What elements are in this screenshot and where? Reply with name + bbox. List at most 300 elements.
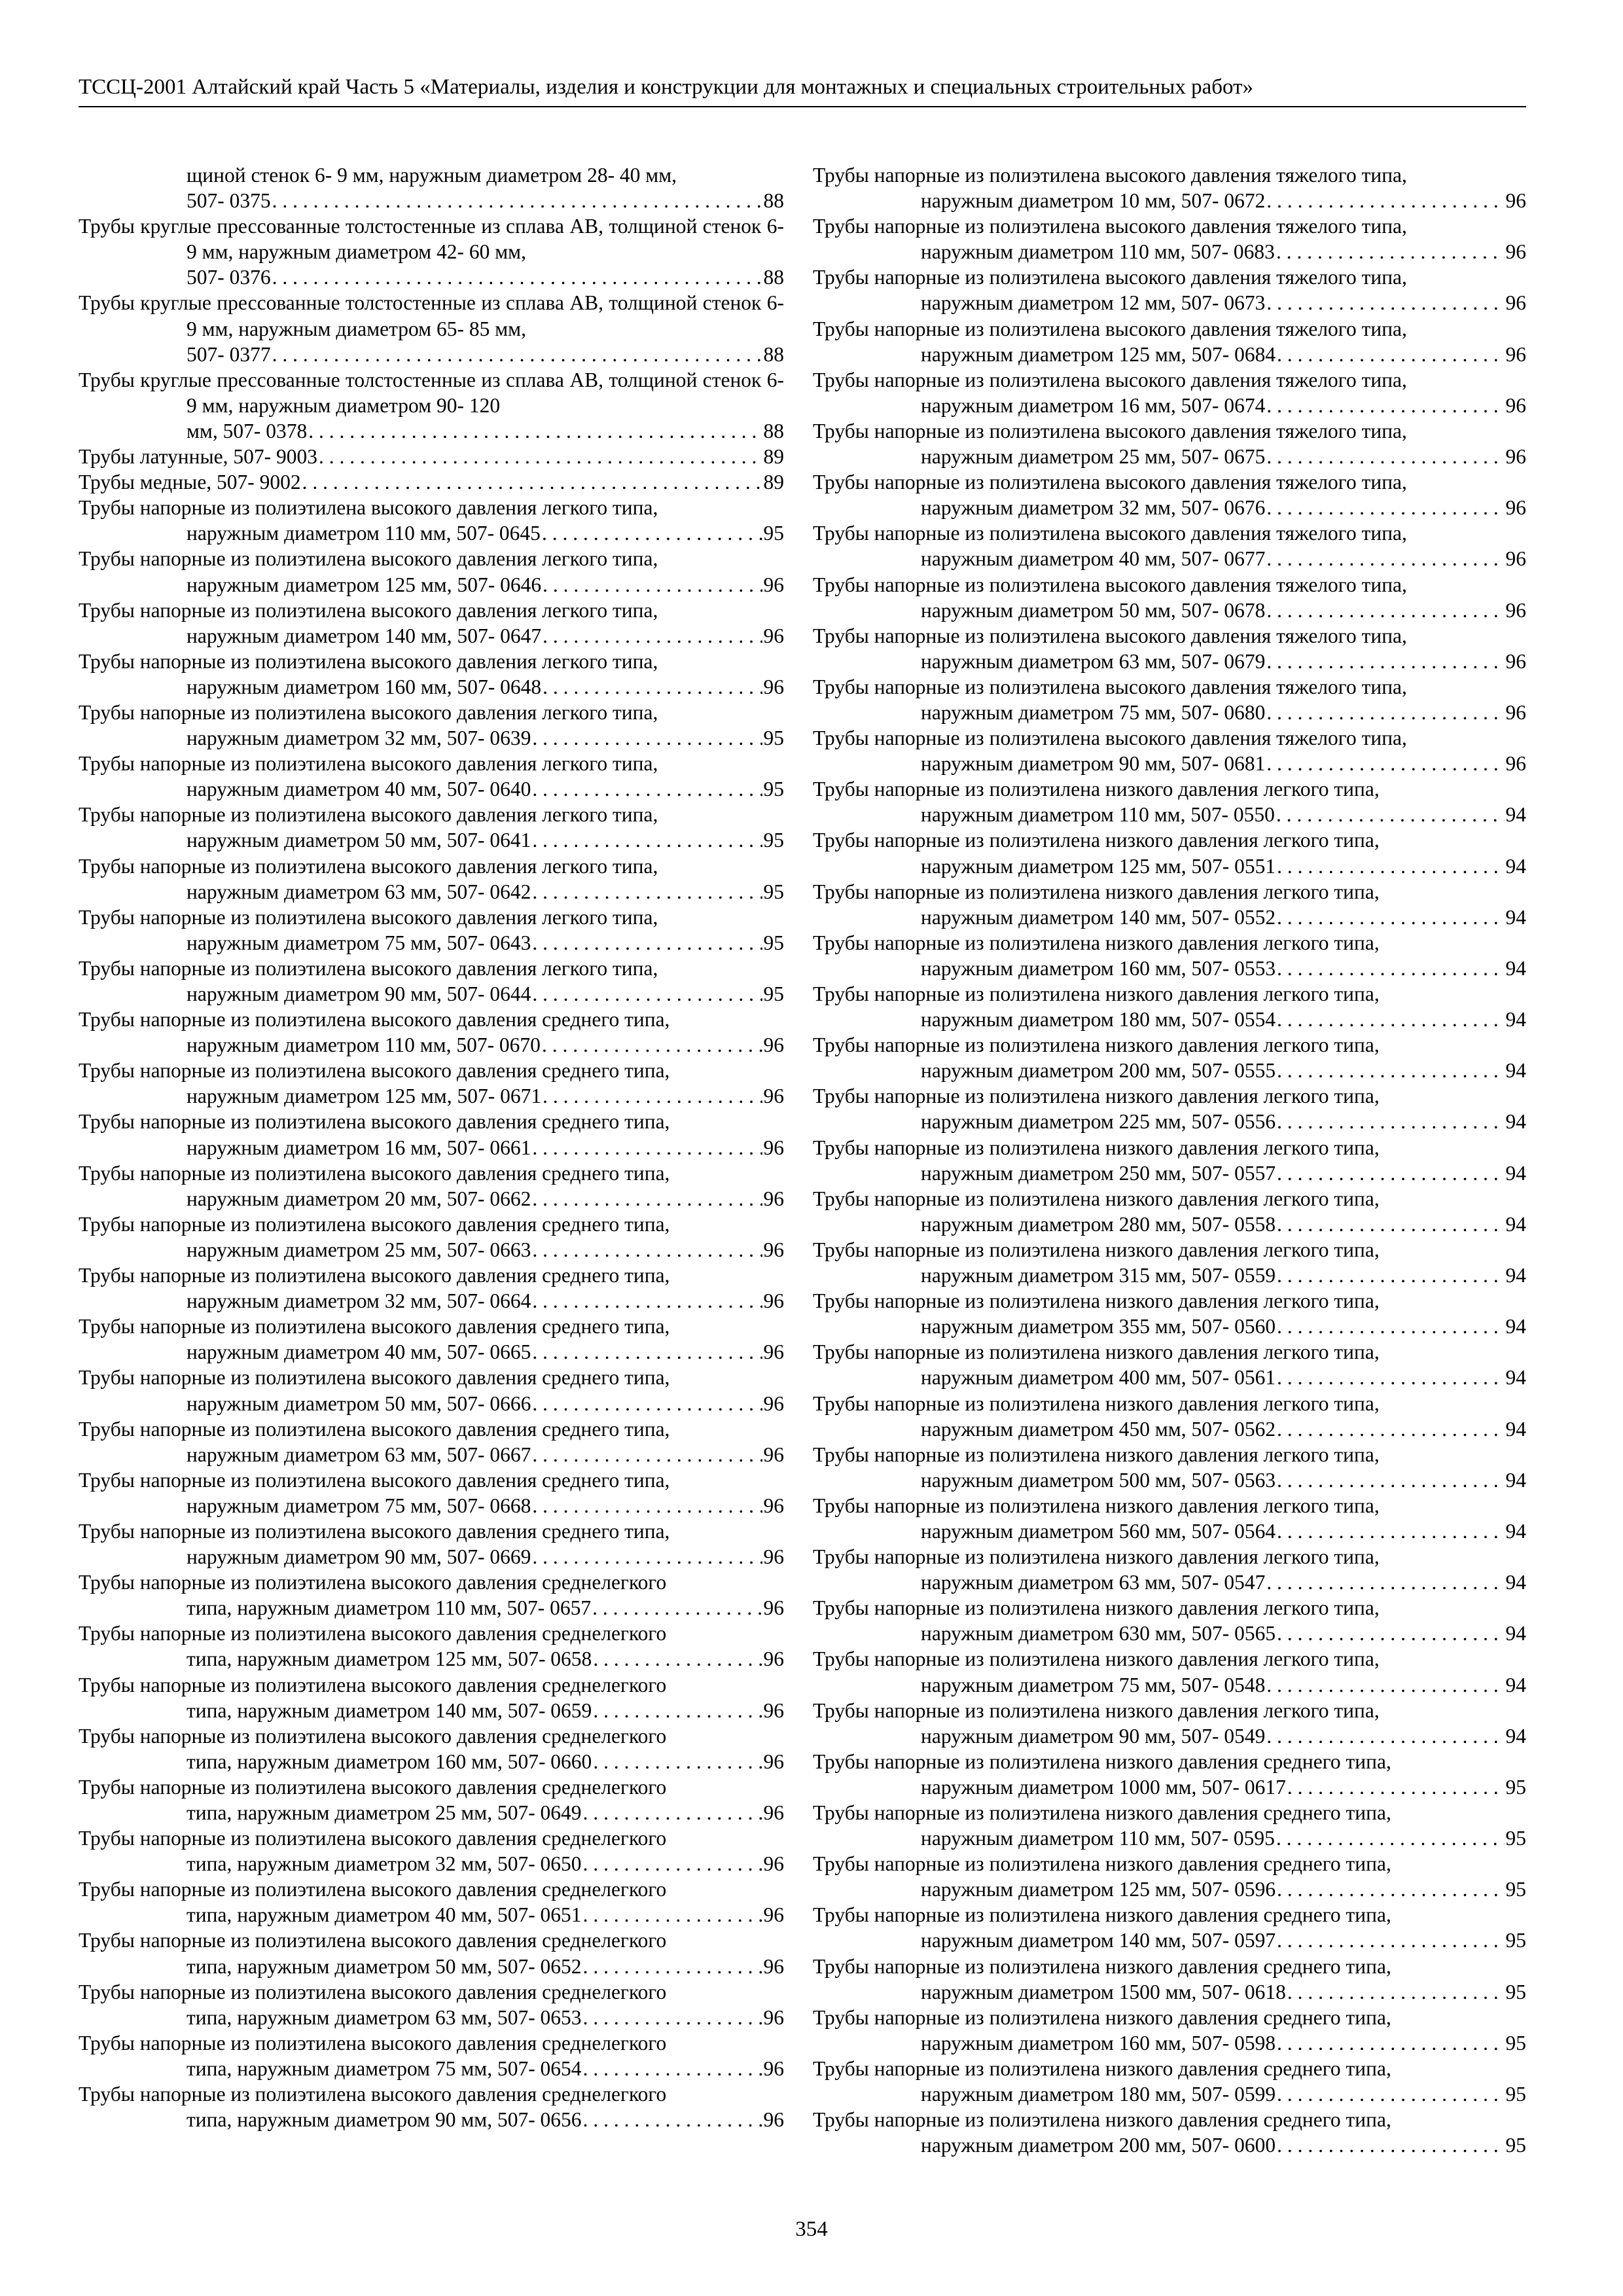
entry-code: наружным диаметром 40 мм, 507- 0640 [187, 778, 531, 801]
index-entry [813, 162, 1526, 213]
entry-code: наружным диаметром 1500 мм, 507- 0618 [921, 1980, 1286, 2003]
dot-leader [1277, 1109, 1504, 1134]
entry-code: наружным диаметром 90 мм, 507- 0669 [187, 1545, 531, 1569]
entry-code: наружным диаметром 280 мм, 507- 0558 [921, 1212, 1276, 1236]
index-entry [813, 367, 1526, 418]
entry-page-number: 96 [1505, 342, 1526, 366]
entry-code: Трубы медные, 507- 9002 [79, 471, 301, 494]
entry-code: наружным диаметром 200 мм, 507- 0555 [921, 1059, 1276, 1083]
dot-leader [1277, 1263, 1504, 1288]
entry-page-number: 95 [1505, 1827, 1526, 1850]
index-entry [79, 495, 784, 546]
index-entry [79, 1825, 784, 1876]
entry-page-number: 96 [1505, 393, 1526, 417]
dot-leader [593, 1698, 762, 1723]
entry-page-number: 95 [763, 522, 784, 545]
index-entry [79, 598, 784, 649]
dot-leader [272, 264, 762, 290]
entry-page-number: 96 [763, 1340, 784, 1364]
entry-page-number: 95 [1505, 1929, 1526, 1952]
index-entry [813, 2056, 1526, 2107]
dot-leader [319, 444, 762, 469]
entry-code: наружным диаметром 12 мм, 507- 0673 [921, 291, 1266, 315]
entry-page-number: 96 [1505, 240, 1526, 264]
index-entry [813, 1698, 1526, 1749]
entry-page-number: 94 [1505, 1571, 1526, 1594]
entry-page-number: 96 [763, 1698, 784, 1722]
entry-code: наружным диаметром 50 мм, 507- 0678 [921, 598, 1266, 622]
entry-page-number: 96 [763, 1187, 784, 1210]
index-entry [79, 1774, 784, 1825]
entry-text: Трубы напорные из полиэтилена низкого давления легкого типа, [813, 1596, 1380, 1620]
entry-text: Трубы напорные из полиэтилена высокого давления легкого типа, [79, 598, 658, 622]
entry-page-number: 94 [1505, 803, 1526, 827]
dot-leader [1277, 2030, 1504, 2056]
entry-code: наружным диаметром 125 мм, 507- 0596 [921, 1878, 1276, 1901]
entry-text: Трубы напорные из полиэтилена низкого давления легкого типа, [813, 1494, 1380, 1517]
entry-code: наружным диаметром 110 мм, 507- 0645 [187, 522, 541, 545]
entry-code: наружным диаметром 140 мм, 507- 0647 [187, 624, 542, 647]
entry-page-number: 95 [763, 982, 784, 1005]
index-entry [813, 1493, 1526, 1544]
entry-page-number: 89 [763, 445, 784, 469]
entry-page-number: 96 [763, 1801, 784, 1824]
dot-leader [583, 1954, 762, 1979]
index-entry [79, 1621, 784, 1672]
entry-page-number: 95 [1505, 1878, 1526, 1901]
entry-page-number: 94 [1505, 905, 1526, 929]
entry-page-number: 94 [1505, 1315, 1526, 1338]
dot-leader [532, 1237, 762, 1263]
entry-code: наружным диаметром 110 мм, 507- 0595 [921, 1827, 1275, 1850]
entry-text: Трубы напорные из полиэтилена низкого давления легкого типа, [813, 1443, 1380, 1466]
entry-text: Трубы напорные из полиэтилена низкого давления легкого типа, [813, 880, 1380, 903]
index-entry [79, 649, 784, 700]
entry-code: типа, наружным диаметром 40 мм, 507- 0651 [187, 1903, 582, 1927]
entry-code: типа, наружным диаметром 125 мм, 507- 0658 [187, 1647, 592, 1671]
entry-page-number: 94 [1505, 1161, 1526, 1185]
entry-code: наружным диаметром 90 мм, 507- 0644 [187, 982, 531, 1005]
entry-text: Трубы напорные из полиэтилена высокого давления среднелегкого [79, 1929, 667, 1952]
entry-page-number: 96 [1505, 547, 1526, 571]
entry-page-number: 94 [1505, 1008, 1526, 1031]
entry-code: наружным диаметром 400 мм, 507- 0561 [921, 1366, 1276, 1390]
dot-leader [583, 1800, 762, 1825]
entry-text: Трубы напорные из полиэтилена высокого давления среднего типа, [79, 1366, 670, 1390]
entry-page-number: 94 [1505, 1212, 1526, 1236]
entry-text: Трубы напорные из полиэтилена высокого давления тяжелого типа, [813, 624, 1407, 647]
index-entry [79, 1979, 784, 2030]
index-entry [79, 1211, 784, 1263]
dot-leader [1276, 802, 1505, 827]
index-entry [79, 1570, 784, 1621]
entry-text: Трубы напорные из полиэтилена высокого давления среднего типа, [79, 1059, 670, 1083]
entry-page-number: 94 [1505, 956, 1526, 980]
entry-page-number: 96 [1505, 700, 1526, 724]
dot-leader [1277, 1518, 1504, 1544]
entry-code: 507- 0376 [187, 266, 271, 289]
dot-leader [592, 1595, 762, 1621]
dot-leader [1266, 188, 1504, 213]
dot-leader [1277, 1314, 1504, 1339]
entry-code: наружным диаметром 110 мм, 507- 0670 [187, 1033, 541, 1057]
dot-leader [1266, 1723, 1504, 1749]
entry-text: Трубы напорные из полиэтилена высокого давления среднелегкого [79, 1571, 667, 1594]
dot-leader [532, 1186, 762, 1211]
dot-leader [532, 930, 762, 956]
entry-code: наружным диаметром 75 мм, 507- 0643 [187, 931, 531, 954]
entry-page-number: 94 [1505, 1622, 1526, 1645]
index-entry [79, 213, 784, 290]
entry-text: Трубы напорные из полиэтилена низкого давления легкого типа, [813, 982, 1380, 1005]
entry-page-number: 95 [1505, 2134, 1526, 2157]
entry-code: наружным диаметром 20 мм, 507- 0662 [187, 1187, 531, 1210]
entry-text: Трубы круглые прессованные толстостенные из сплава АВ, толщиной стенок 6- 9 мм, наружным диаметром 42- 60 мм, [79, 215, 784, 264]
entry-code: наружным диаметром 90 мм, 507- 0681 [921, 752, 1266, 776]
entry-text: Трубы напорные из полиэтилена высокого давления легкого типа, [79, 803, 658, 827]
entry-text: Трубы напорные из полиэтилена высокого давления среднелегкого [79, 1622, 667, 1645]
index-entry [813, 1237, 1526, 1288]
index-entry [79, 751, 784, 802]
index-entry [813, 725, 1526, 776]
entry-page-number: 94 [1505, 854, 1526, 878]
entry-page-number: 96 [1505, 598, 1526, 622]
dot-leader [1277, 1467, 1504, 1493]
dot-leader [532, 827, 762, 853]
entry-code: типа, наружным диаметром 75 мм, 507- 0654 [187, 2056, 582, 2080]
dot-leader [1266, 444, 1504, 469]
index-entry [813, 1902, 1526, 1953]
dot-leader [1277, 1928, 1504, 1953]
index-entry [813, 1749, 1526, 1800]
entry-text: Трубы напорные из полиэтилена низкого давления легкого типа, [813, 931, 1380, 954]
dot-leader [542, 520, 762, 546]
entry-text: Трубы напорные из полиэтилена высокого давления легкого типа, [79, 752, 658, 776]
entry-page-number: 95 [763, 931, 784, 954]
dot-leader [1277, 1007, 1504, 1032]
entry-text: Трубы круглые прессованные толстостенные из сплава АВ, толщиной стенок 6- 9 мм, наружным диаметром 65- 85 мм, [79, 291, 784, 340]
index-entry [79, 290, 784, 367]
entry-page-number: 95 [763, 726, 784, 750]
entry-code: наружным диаметром 25 мм, 507- 0675 [921, 445, 1266, 469]
entry-page-number: 96 [763, 1494, 784, 1517]
index-entry [813, 418, 1526, 469]
index-entry [79, 853, 784, 905]
entry-page-number: 96 [763, 1136, 784, 1159]
entry-text: Трубы напорные из полиэтилена высокого давления легкого типа, [79, 547, 658, 571]
entry-code: наружным диаметром 630 мм, 507- 0565 [921, 1622, 1276, 1645]
index-entry [813, 520, 1526, 571]
entry-text: Трубы напорные из полиэтилена высокого давления тяжелого типа, [813, 726, 1407, 750]
dot-leader [1266, 393, 1504, 418]
dot-leader [1287, 1774, 1505, 1800]
entry-text: Трубы напорные из полиэтилена высокого давления среднего типа, [79, 1315, 670, 1338]
dot-leader [542, 1032, 762, 1058]
entry-code: наружным диаметром 180 мм, 507- 0554 [921, 1008, 1276, 1031]
entry-text: Трубы напорные из полиэтилена высокого давления легкого типа, [79, 956, 658, 980]
entry-text: Трубы напорные из полиэтилена высокого давления тяжелого типа, [813, 522, 1407, 545]
dot-leader [1277, 342, 1504, 367]
dot-leader [1266, 751, 1504, 776]
entry-text: Трубы напорные из полиэтилена высокого давления тяжелого типа, [813, 573, 1407, 596]
running-header: ТССЦ-2001 Алтайский край Часть 5 «Материалы, изделия и конструкции для монтажных и специальных строительных работ» [79, 73, 1526, 107]
entry-code: наружным диаметром 32 мм, 507- 0639 [187, 726, 531, 750]
entry-code: наружным диаметром 500 мм, 507- 0563 [921, 1468, 1276, 1492]
dot-leader [1277, 1416, 1504, 1442]
entry-code: типа, наружным диаметром 25 мм, 507- 0649 [187, 1801, 582, 1824]
entry-text: Трубы напорные из полиэтилена низкого давления легкого типа, [813, 1340, 1380, 1364]
entry-page-number: 95 [763, 778, 784, 801]
entry-text: Трубы напорные из полиэтилена высокого давления среднелегкого [79, 1724, 667, 1748]
entry-page-number: 96 [763, 624, 784, 647]
dot-leader [1277, 905, 1504, 930]
dot-leader [543, 674, 762, 700]
index-entry [79, 1518, 784, 1570]
entry-code: наружным диаметром 160 мм, 507- 0553 [921, 956, 1276, 980]
dot-leader [1266, 649, 1504, 674]
entry-code: наружным диаметром 180 мм, 507- 0599 [921, 2083, 1276, 2106]
dot-leader [543, 623, 762, 649]
entry-page-number: 88 [763, 266, 784, 289]
entry-text: Трубы напорные из полиэтилена низкого давления среднего типа, [813, 1852, 1391, 1876]
entry-text: Трубы напорные из полиэтилена высокого давления среднелегкого [79, 1878, 667, 1901]
index-entry [79, 956, 784, 1007]
entry-code: наружным диаметром 315 мм, 507- 0559 [921, 1264, 1276, 1287]
entry-page-number: 95 [1505, 1980, 1526, 2003]
dot-leader [532, 776, 762, 802]
entry-text: Трубы напорные из полиэтилена высокого давления среднелегкого [79, 1673, 667, 1696]
dot-leader [583, 2056, 762, 2081]
index-column-left [79, 162, 784, 2132]
dot-leader [1266, 546, 1504, 571]
entry-code: наружным диаметром 75 мм, 507- 0680 [921, 700, 1266, 724]
dot-leader [543, 572, 762, 598]
entry-page-number: 95 [763, 880, 784, 903]
index-entry [813, 213, 1526, 264]
dot-leader [593, 1749, 762, 1774]
dot-leader [583, 2107, 762, 2132]
entry-page-number: 96 [763, 675, 784, 698]
index-entry [813, 1442, 1526, 1493]
entry-page-number: 94 [1505, 1519, 1526, 1543]
index-entry [79, 1416, 784, 1467]
index-entry [813, 981, 1526, 1032]
entry-page-number: 96 [763, 573, 784, 596]
entry-page-number: 95 [1505, 2031, 1526, 2054]
index-entry [813, 1339, 1526, 1390]
dot-leader [1266, 1570, 1504, 1595]
index-entry [79, 905, 784, 956]
index-entry [813, 674, 1526, 725]
entry-text: Трубы напорные из полиэтилена высокого давления тяжелого типа, [813, 266, 1407, 289]
index-entry [813, 930, 1526, 981]
entry-text: Трубы напорные из полиэтилена высокого давления тяжелого типа, [813, 368, 1407, 391]
index-entry [79, 1160, 784, 1211]
entry-text: Трубы напорные из полиэтилена высокого давления легкого типа, [79, 649, 658, 673]
dot-leader [532, 1339, 762, 1365]
index-entry [79, 546, 784, 597]
entry-page-number: 96 [763, 2056, 784, 2080]
entry-code: наружным диаметром 75 мм, 507- 0668 [187, 1494, 531, 1517]
entry-code: наружным диаметром 225 мм, 507- 0556 [921, 1110, 1276, 1134]
entry-code: наружным диаметром 16 мм, 507- 0661 [187, 1136, 531, 1159]
entry-code: наружным диаметром 32 мм, 507- 0676 [921, 496, 1266, 520]
index-entry [79, 469, 784, 495]
entry-page-number: 96 [763, 1852, 784, 1876]
dot-leader [1266, 290, 1504, 315]
dot-leader [532, 1391, 762, 1416]
entry-page-number: 94 [1505, 1264, 1526, 1287]
entry-text: Трубы напорные из полиэтилена низкого давления среднего типа, [813, 1749, 1391, 1773]
entry-code: типа, наружным диаметром 90 мм, 507- 0656 [187, 2108, 582, 2132]
dot-leader [1276, 239, 1505, 264]
entry-text: Трубы круглые прессованные толстостенные из сплава АВ, толщиной стенок 6- 9 мм, наружным диаметром 90- 120 [79, 368, 784, 417]
entry-text: Трубы напорные из полиэтилена высокого давления легкого типа, [79, 854, 658, 878]
entry-page-number: 96 [763, 1545, 784, 1569]
entry-text: Трубы напорные из полиэтилена низкого давления легкого типа, [813, 1545, 1380, 1569]
entry-text: Трубы напорные из полиэтилена высокого давления среднего типа, [79, 1212, 670, 1236]
entry-code: наружным диаметром 355 мм, 507- 0560 [921, 1315, 1276, 1338]
entry-page-number: 96 [1505, 649, 1526, 673]
dot-leader [1277, 1621, 1504, 1646]
entry-text: Трубы напорные из полиэтилена низкого давления легкого типа, [813, 1647, 1380, 1671]
dot-leader [532, 981, 762, 1007]
entry-text: Трубы напорные из полиэтилена высокого давления среднего типа, [79, 1161, 670, 1185]
dot-leader [272, 188, 762, 213]
entry-page-number: 96 [763, 1954, 784, 1978]
entry-code: наружным диаметром 125 мм, 507- 0671 [187, 1085, 542, 1108]
entry-text: Трубы напорные из полиэтилена низкого давления легкого типа, [813, 1238, 1380, 1261]
entry-code: наружным диаметром 250 мм, 507- 0557 [921, 1161, 1276, 1185]
index-entry [79, 162, 784, 213]
entry-page-number: 88 [763, 342, 784, 366]
entry-page-number: 96 [763, 1289, 784, 1313]
entry-code: наружным диаметром 40 мм, 507- 0677 [921, 547, 1266, 571]
index-entry [813, 2107, 1526, 2158]
entry-text: Трубы напорные из полиэтилена низкого давления легкого типа, [813, 778, 1380, 801]
index-entry [813, 1288, 1526, 1339]
index-entry [79, 444, 784, 469]
entry-text: Трубы напорные из полиэтилена низкого давления легкого типа, [813, 1136, 1380, 1159]
index-entry [813, 572, 1526, 623]
entry-page-number: 89 [763, 471, 784, 494]
entry-page-number: 95 [1505, 1775, 1526, 1799]
entry-code: Трубы латунные, 507- 9003 [79, 445, 317, 469]
entry-page-number: 96 [763, 1596, 784, 1620]
index-entry [813, 1954, 1526, 2005]
dot-leader [583, 1902, 762, 1928]
dot-leader [1266, 700, 1504, 725]
entry-text: Трубы напорные из полиэтилена высокого давления среднего типа, [79, 1110, 670, 1134]
entry-page-number: 96 [1505, 496, 1526, 520]
entry-text: Трубы напорные из полиэтилена низкого давления легкого типа, [813, 1289, 1380, 1313]
index-entry [79, 1314, 784, 1365]
entry-page-number: 94 [1505, 1673, 1526, 1696]
dot-leader [1277, 1211, 1504, 1237]
index-entry [813, 264, 1526, 315]
entry-code: наружным диаметром 10 мм, 507- 0672 [921, 189, 1266, 213]
entry-code: наружным диаметром 125 мм, 507- 0551 [921, 854, 1276, 878]
entry-text: Трубы напорные из полиэтилена высокого давления тяжелого типа, [813, 471, 1407, 494]
entry-text: Трубы напорные из полиэтилена высокого давления среднелегкого [79, 2083, 667, 2106]
index-entry [813, 1646, 1526, 1697]
entry-code: 507- 0375 [187, 189, 271, 213]
entry-code: наружным диаметром 32 мм, 507- 0664 [187, 1289, 531, 1313]
entry-page-number: 94 [1505, 1366, 1526, 1390]
entry-text: Трубы напорные из полиэтилена низкого давления легкого типа, [813, 1085, 1380, 1108]
entry-page-number: 96 [763, 1391, 784, 1415]
entry-text: Трубы напорные из полиэтилена низкого давления среднего типа, [813, 2056, 1391, 2080]
entry-page-number: 94 [1505, 1724, 1526, 1748]
dot-leader [532, 725, 762, 751]
entry-code: наружным диаметром 160 мм, 507- 0648 [187, 675, 542, 698]
entry-page-number: 96 [763, 1033, 784, 1057]
entry-text: Трубы напорные из полиэтилена высокого давления среднего типа, [79, 1264, 670, 1287]
entry-code: наружным диаметром 63 мм, 507- 0642 [187, 880, 531, 903]
entry-code: типа, наружным диаметром 140 мм, 507- 0659 [187, 1698, 592, 1722]
index-column-right [813, 162, 1526, 2158]
entry-page-number: 96 [1505, 752, 1526, 776]
entry-text: Трубы напорные из полиэтилена низкого давления среднего типа, [813, 1801, 1391, 1824]
index-entry [79, 1876, 784, 1928]
entry-text: Трубы напорные из полиэтилена высокого давления среднего типа, [79, 1417, 670, 1441]
index-entry [813, 1595, 1526, 1646]
entry-text: Трубы напорные из полиэтилена высокого давления легкого типа, [79, 496, 658, 520]
page-number: 354 [795, 2217, 828, 2241]
entry-text: Трубы напорные из полиэтилена низкого давления среднего типа, [813, 2108, 1391, 2132]
index-entry [813, 776, 1526, 827]
index-entry [79, 1672, 784, 1723]
index-entry [79, 1109, 784, 1160]
entry-code: типа, наружным диаметром 160 мм, 507- 0660 [187, 1749, 592, 1773]
dot-leader [532, 1544, 762, 1570]
entry-code: наружным диаметром 50 мм, 507- 0666 [187, 1391, 531, 1415]
index-entry [79, 1723, 784, 1774]
entry-page-number: 96 [763, 1443, 784, 1466]
entry-page-number: 96 [763, 2005, 784, 2029]
entry-code: наружным диаметром 75 мм, 507- 0548 [921, 1673, 1266, 1696]
dot-leader [532, 1288, 762, 1314]
entry-page-number: 96 [763, 1647, 784, 1671]
dot-leader [302, 469, 762, 495]
dot-leader [1276, 1825, 1505, 1851]
entry-page-number: 94 [1505, 1468, 1526, 1492]
index-entry [813, 1391, 1526, 1442]
entry-text: Трубы напорные из полиэтилена низкого давления легкого типа, [813, 829, 1380, 852]
dot-leader [532, 1442, 762, 1467]
entry-page-number: 96 [763, 2108, 784, 2132]
dot-leader [583, 1851, 762, 1876]
entry-text: Трубы напорные из полиэтилена высокого давления среднелегкого [79, 2031, 667, 2054]
index-entry [813, 827, 1526, 878]
index-entry [79, 1263, 784, 1314]
index-entry [813, 316, 1526, 367]
dot-leader [1266, 495, 1504, 520]
dot-leader [543, 1083, 762, 1109]
entry-text: Трубы напорные из полиэтилена высокого давления тяжелого типа, [813, 215, 1407, 238]
entry-code: наружным диаметром 110 мм, 507- 0683 [921, 240, 1275, 264]
entry-code: типа, наружным диаметром 110 мм, 507- 0657 [187, 1596, 592, 1620]
entry-code: типа, наружным диаметром 63 мм, 507- 0653 [187, 2005, 582, 2029]
index-entry [79, 1058, 784, 1109]
index-entry [79, 2030, 784, 2081]
dot-leader [1277, 1058, 1504, 1083]
index-entry [813, 1544, 1526, 1595]
dot-leader [308, 418, 762, 444]
entry-code: наружным диаметром 450 мм, 507- 0562 [921, 1417, 1276, 1441]
index-entry [813, 469, 1526, 520]
entry-page-number: 96 [763, 1085, 784, 1108]
